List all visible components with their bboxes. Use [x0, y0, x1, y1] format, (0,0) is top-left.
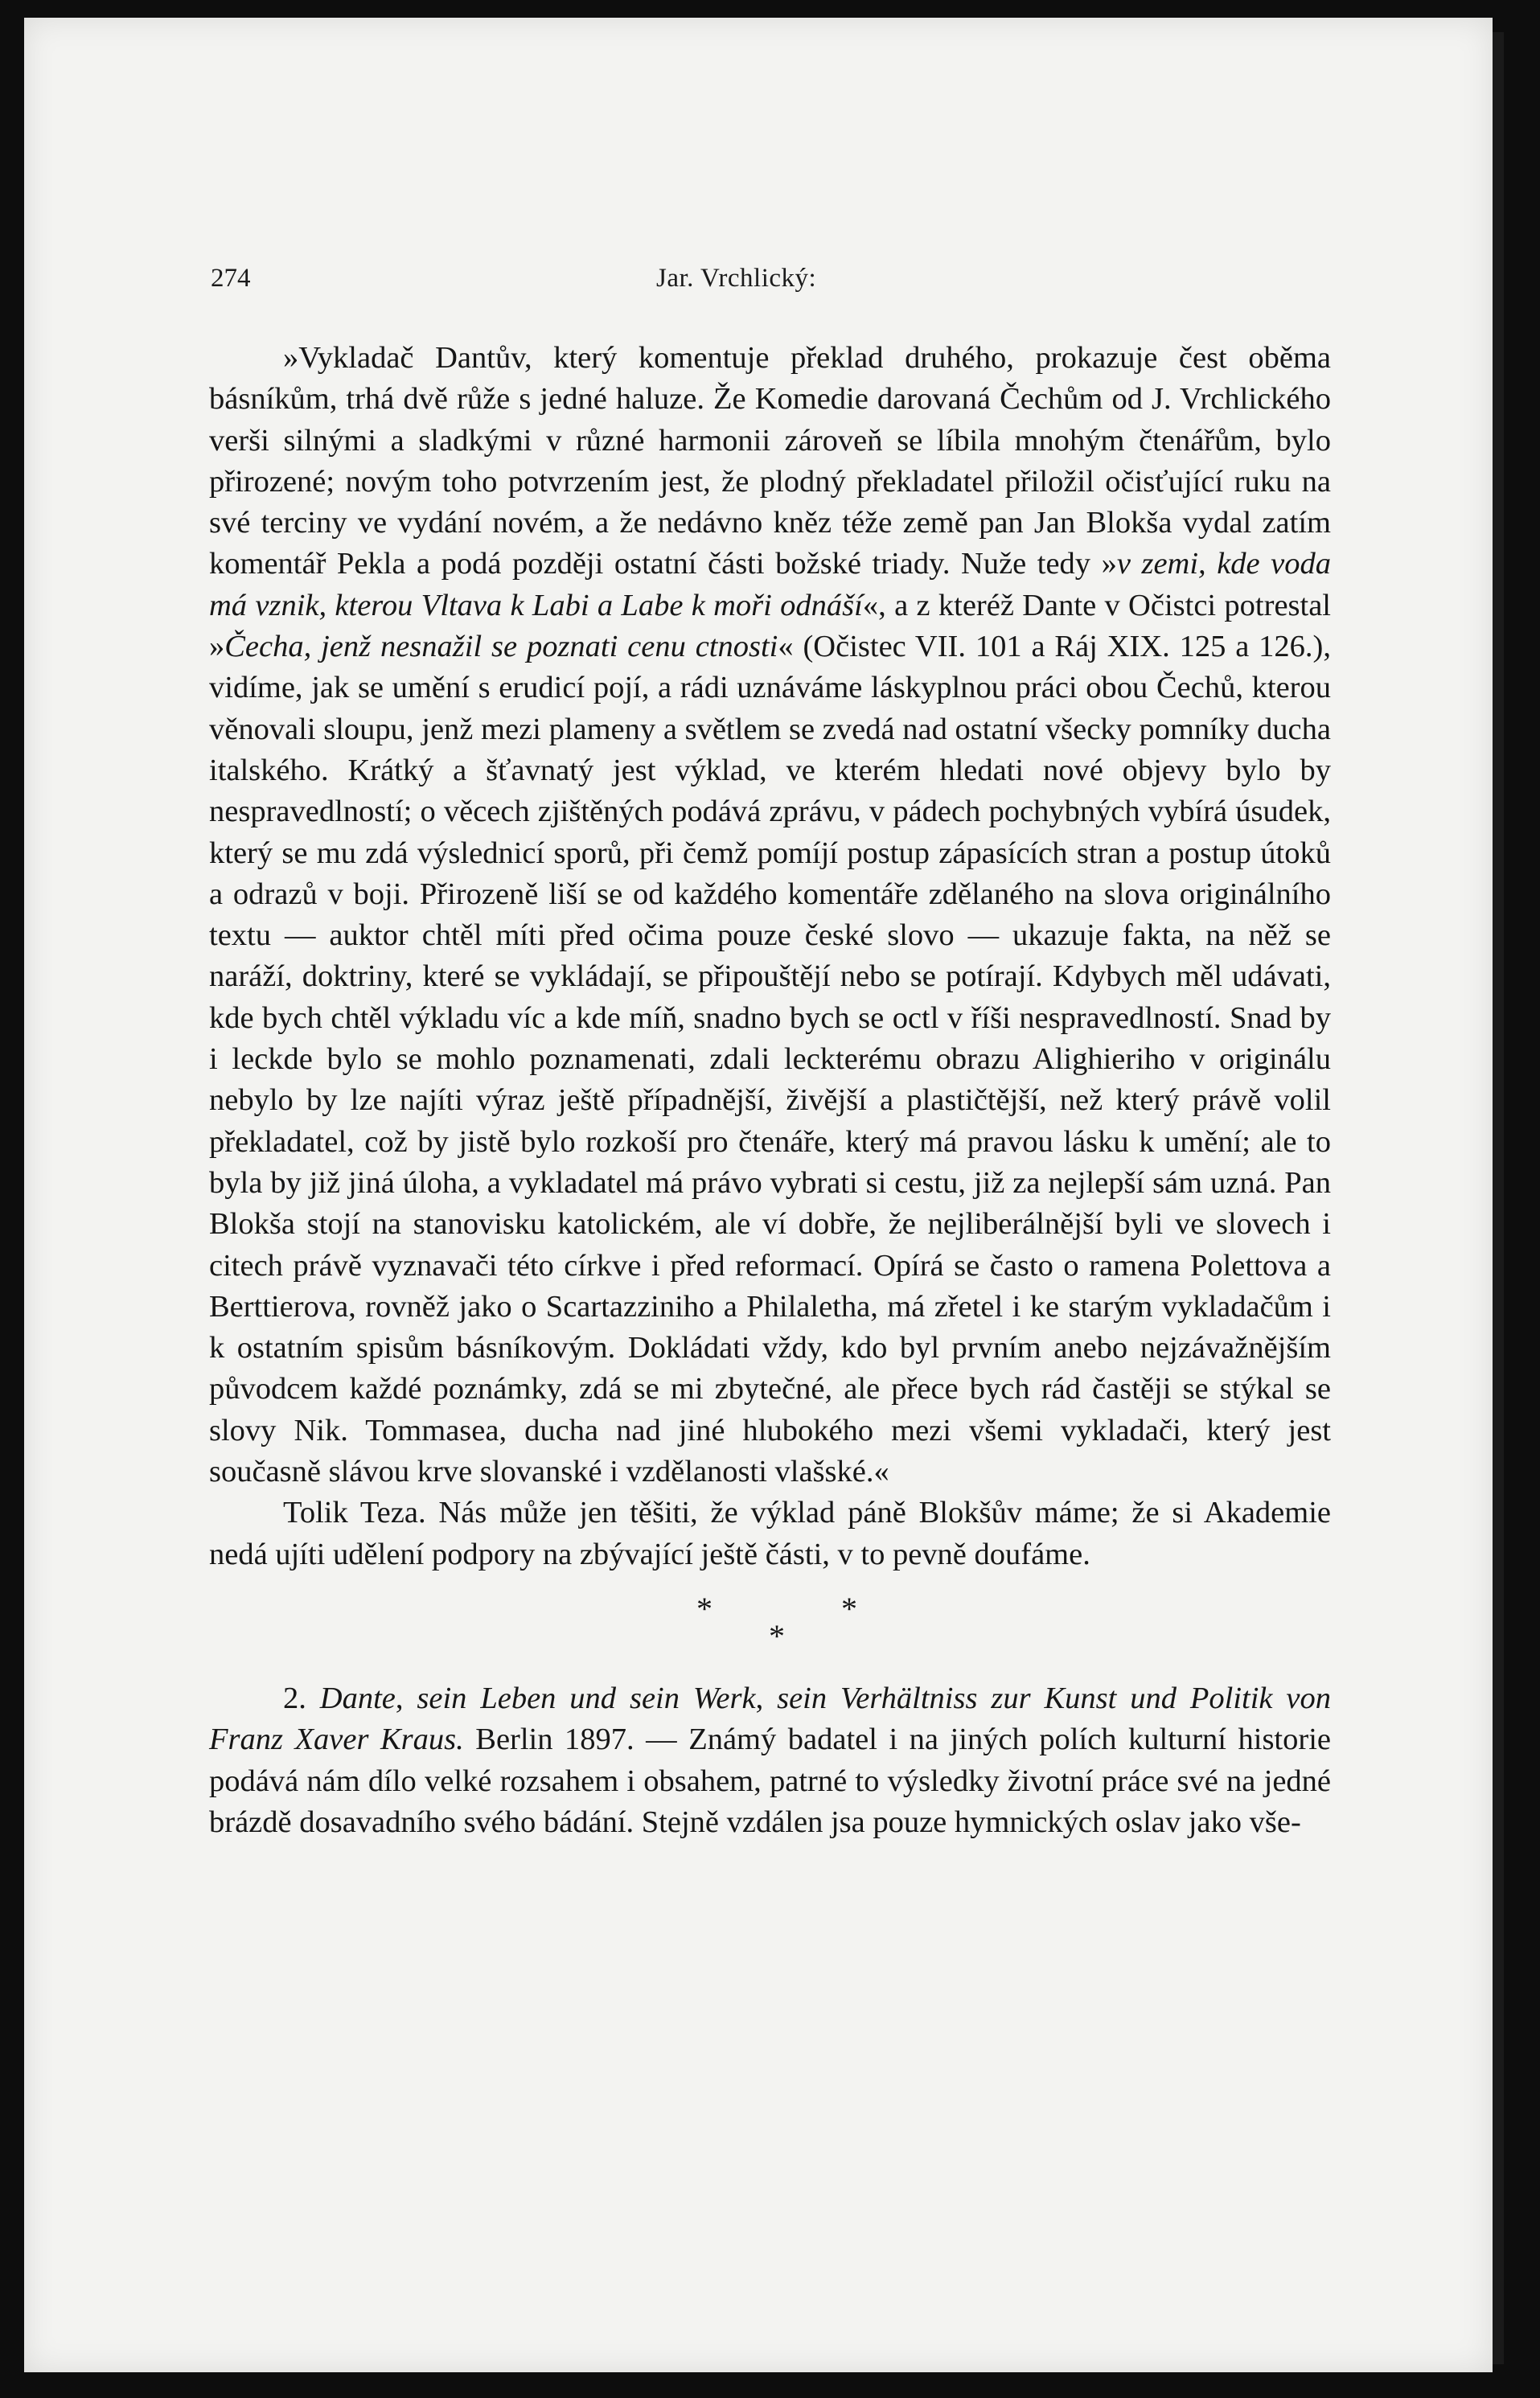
body-text: [209, 338, 1331, 1843]
paragraph-tolik-teza: Tolik Teza. Nás může jen těšiti, že výklad páně Blokšův máme; že si Akademie nedá ujíti udělení podpory na zbývající ještě části, v to pevně doufáme.: [209, 1496, 1331, 1571]
paragraph-review-kraus: [209, 1678, 1331, 1843]
separator-star: *: [696, 1590, 713, 1627]
book-title-leben: sein Leben und sein Werk: [417, 1681, 756, 1715]
separator-star: *: [841, 1590, 857, 1627]
page-edge-shadow: [1493, 32, 1504, 2364]
separator-star: *: [769, 1617, 785, 1654]
section-separator: [209, 1575, 1331, 1678]
paragraph-quotation-text-2: «, a z kteréž Dante v Očistci potrestal »: [209, 588, 1332, 664]
page-number: 274: [211, 264, 251, 293]
title-comma: ,: [395, 1681, 417, 1715]
title-comma: ,: [755, 1681, 778, 1715]
quoted-verse-vltava: v zemi, kde voda má vznik, kterou Vltava k Labi a Labe k moři odnáší: [209, 547, 1331, 622]
running-head-title: Jar. Vrchlický:: [656, 264, 817, 293]
paragraph-quotation: [209, 338, 1331, 1493]
review-number: 2.: [283, 1681, 320, 1715]
book-title-dante: Dante: [319, 1681, 396, 1715]
review-text: Berlin 1897. — Známý badatel i na jiných polích kulturní historie podává nám dílo velké rozsahem i obsahem, patrné to výsledky životní práce své na jedné brázdě dosavadního svého bádání. Stejně vzdálen jsa pouze hymnických oslav jako vše-: [209, 1723, 1331, 1839]
paragraph-quotation-text-3: « (Očistec VII. 101 a Ráj XIX. 125 a 126.), vidíme, jak se umění s erudicí pojí, a rádi uznáváme láskyplnou práci obou Čechů, kterou věnovali sloupu, jenž mezi plameny a světlem se zvedá nad ostatní všecky pomníky ducha italského. Krátký a šťavnatý jest výklad, ve kterém hledati nové objevy bylo by nespravedlností; o věcech zjištěných podává zprávu, v pádech pochybných vybírá úsudek, který se mu zdá výslednicí sporů, při čemž pomíjí postup zápasících stran a postup útoků a odrazů v boji. Přirozeně liší se od každého komentáře zdělaného na slova originálního textu — auktor chtěl míti před očima pouze české slovo — ukazuje fakta, na něž se naráží, doktriny, které se vykládají, se připouštějí nebo se potírají. Kdybych měl udávati, kde bych chtěl výkladu víc a kde míň, snadno bych se octl v říši nespravedlností. Snad by i leckde bylo se mohlo poznamenati, zdali leckterému obrazu Alighieriho v originálu nebylo by lze najíti výraz ještě případnější, živější a plastičtější, než který právě volil překladatel, což by jistě bylo rozkoší pro čtenáře, který má pravou lásku k umění; ale to byla by již jiná úloha, a vykladatel má právo vybrati si cestu, již za nejlepší sám uzná. Pan Blokša stojí na stanovisku katolickém, ale ví dobře, že nejliberálnější byli ve slovech i citech právě vyznavači této církve i před reformací. Opírá se často o ramena Polettova a Berttierova, rovněž jako o Scartazziniho a Philaletha, má zřetel i ke starým vykladačům i k ostatním spisům básníkovým. Dokládati vždy, kdo byl prvním anebo nejzávažnějším původcem každé poznámky, zdá se mi zbytečné, ale přece bych rád častěji se stýkal se slovy Nik. Tommasea, ducha nad jiné hlubokého mezi všemi vykladači, který jest současně slávou krve slovanské i vzdělanosti vlašské.«: [209, 630, 1331, 1489]
running-head: [182, 264, 1348, 304]
book-title-verhaeltniss: sein Verhältniss zur Kunst und Politik von Franz Xaver Kraus.: [209, 1681, 1332, 1757]
quoted-verse-cecha: Čecha, jenž nesnažil se poznati cenu ctnosti: [224, 630, 778, 664]
paragraph-quotation-text-1: »Vykladač Dantův, který komentuje překlad druhého, prokazuje čest oběma básníkům, trhá dvě růže s jedné haluze. Že Komedie darovaná Čechům od J. Vrchlického verši silnými a sladkými v různé harmonii zároveň se líbila mnohým čtenářům, bylo přirozené; novým toho potvrzením jest, že plodný překladatel přiložil očisťující ruku na své terciny ve vydání novém, a že nedávno kněz téže země pan Jan Blokša vydal zatím komentář Pekla a podá později ostatní části božské triady. Nuže tedy »: [209, 341, 1331, 581]
